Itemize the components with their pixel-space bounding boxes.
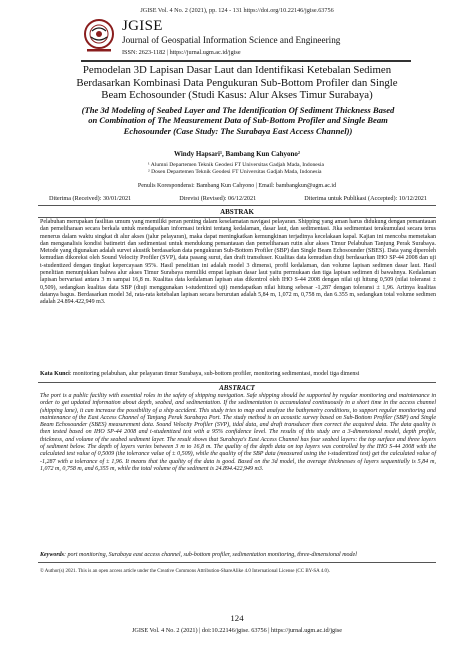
jgise-logo-icon — [83, 17, 115, 53]
abstract-heading: ABSTRACT — [219, 384, 255, 392]
abstract-rule-top — [38, 382, 436, 383]
abstract-body: The port is a public facility with essential roles in the safety of shipping navigation. Safe shipping should be supported by regular monitoring and maintenance in order to get updated information about depth, seabed, and sedimentation. If the sedimentation is accumulated continuously in a short time in the access channel (shipping lane), it can increase the possibility of a ship accident. This study tries to map and analyze the bathymetry conditions, to support regular monitoring and maintenance of the East Access Channel of Tanjung Perak Surabaya Port. The study method is an acoustic survey based on Sub-Bottom Profiler (SBP) and Single Beam Echosounder (SBES) measurement data. Sound Velocity Profiler (SVP), tidal data, and draft transducer then correct the acquired data. The data quality is then tested based on IHO SP-44 2008 and t-studentized test with a 95% confidence level. The results of this study are a 3-dimensional model, depth profile, thickness, and volume of the seabed sediment layer. The result shows that Surabaya's East Access Channel has four seabed layers: the top surface and three layers of sediment below. The depth of layers varies between 3 m to 16,8 m. The quality of the depth data on top layers was controlled by the IHO S-44 2008 with the calculated test value of 0,5009 (the tolerance value of ± 0,509), while the quality of the SBP data (measured using the t-studentized test) get the calculated value of -1,287 with a tolerance of ± 1,96. It means that the quality of the data is good. Based on the 3d model, the average thicknesses of layers sequentially is 5,84 m, 1,072 m, 0,758 m, and 6,355 m, while the total volume of the sediment is 24.894.422,949 m3. — [40, 393, 436, 472]
kata-kunci — [40, 371, 436, 378]
affiliation-1: ¹ Alumni Departemen Teknik Geodesi FT Universitas Gadjah Mada, Indonesia — [148, 162, 324, 168]
journal-issn: ISSN: 2623-1182 | https://jurnal.ugm.ac.id/jgise — [122, 49, 241, 56]
article-title-english: (The 3d Modeling of Seabed Layer and The Identification Of Sediment Thickness Based on Combination of The Measurement Data of Sub-Bottom Profiler and Single Beam Echosounder (Case Study: The Surabaya East Access Channel)) — [81, 105, 395, 136]
article-title-indonesian: Pemodelan 3D Lapisan Dasar Laut dan Identifikasi Ketebalan Sedimen Berdasarkan Kombinasi Data Pengukuran Sub-Bottom Profiler dan Single Beam Echosounder (Studi Kasus: Alur Akses Timur Surabaya) — [76, 64, 398, 102]
corresponding-author: Penulis Korespondensi: Bambang Kun Cahyono | Email: bambangkun@ugm.ac.id — [137, 183, 337, 189]
running-header: JGISE Vol. 4 No. 2 (2021), pp. 124 - 131 https://doi.org/10.22146/jgise.63756 — [140, 7, 334, 14]
abstrak-rule-top — [38, 205, 436, 206]
kata-kunci-label: Kata Kunci — [40, 371, 70, 377]
kata-kunci-text: : monitoring pelabuhan, alur pelayaran timur Surabaya, sub-bottom profiler, monitoring sedimentasi, model tiga dimensi — [69, 371, 360, 377]
abstrak-body: Pelabuhan merupakan fasilitas umum yang memiliki peran penting dalam keselamatan navigasi pelayaran. Shipping yang aman harus didukung dengan pemantauan dan pemeliharaan secara berkala untuk mendapatkan informasi terkini tentang kedalaman, dasar laut, dan sedimentasi. Jika sedimentasi terakumulasi secara terus menerus dalam waktu singkat di alur akses (jalur pelayaran), maka dapat meningkatkan kemungkinan terjadinya kecelakaan kapal. Kajian ini mencoba memetakan dan menganalisis kondisi batimetri dan sedimentasi untuk mendukung pemantauan dan pemeliharaan rutin alur akses Timur Pelabuhan Tanjung Perak Surabaya. Metode yang digunakan adalah survei akustik berdasarkan data pengukuran Sub-Bottom Profiler (SBP) dan Single Beam Echosounder (SBES). Data yang diperoleh kemudian dikoreksi oleh Sound Velocity Profiler (SVP), data pasang surut, dan draft transduser. Kualitas data kemudian diuji berdasarkan IHO SP-44 2008 dan uji t-studentized dengan tingkat kepercayaan 95%. Hasil penelitian ini adalah model 3 dimensi, profil kedalaman, dan volume lapisan sedimen dasar laut. Hasil penelitian menunjukkan bahwa alur akses Timur Surabaya memiliki empat lapisan dasar laut yaitu permukaan dan tiga lapisan sedimen di bawahnya. Kedalaman lapisan bervariasi antara 3 m sampai 16,8 m. Kualitas data kedalaman lapisan atas dikontrol oleh IHO S-44 2008 dengan nilai uji hitung 0,509 (nilai toleransi ± 0,509), sedangkan kualitas data SBP (diuji menggunakan t-studentized uji) mendapatkan nilai hitung sebesar -1,287 dengan toleransi ± 1,96. Artinya kualitas datanya bagus. Berdasarkan model 3d, rata-rata ketebalan lapisan secara berurutan adalah 5,84 m, 1,072 m, 0,758 m, dan 6.355 m, sedangkan total volume sedimen adalah 24.894.422,949 m3. — [40, 219, 436, 306]
date-revised: Direvisi (Revised): 06/12/2021 — [179, 195, 257, 202]
authors: Windy Hapsari¹, Bambang Kun Cahyono² — [173, 150, 301, 158]
affiliation-2: ² Dosen Departemen Teknik Geodesi FT Universitas Gadjah Mada, Indonesia — [148, 169, 322, 175]
page-number: 124 — [230, 613, 244, 623]
running-footer: JGISE Vol. 4 No. 2 (2021) | doi:10.22146/jgise. 63756 | https://jurnal.ugm.ac.id/jgise — [131, 627, 343, 634]
journal-full-name: Journal of Geospatial Information Science and Engineering — [122, 35, 341, 45]
keywords-text: : port monitoring, Surabaya east access channel, sub-bottom profiler, sedimentation monitoring, three-dimensional model — [64, 552, 357, 558]
date-received: Diterima (Received): 30/01/2021 — [49, 195, 132, 202]
keywords-label: Keywords — [40, 552, 64, 558]
journal-name: JGISE — [122, 18, 163, 34]
abstract-rule-bottom — [38, 562, 436, 563]
article-dates — [49, 195, 427, 202]
header-rule — [81, 60, 411, 62]
affiliations — [148, 162, 324, 176]
abstrak-heading: ABSTRAK — [220, 208, 254, 216]
abstrak-rule-mid — [38, 217, 436, 218]
date-accepted: Diterima untuk Publikasi (Accepted): 10/12/2021 — [304, 195, 427, 202]
keywords — [40, 552, 436, 559]
license-notice: © Author(s) 2021. This is an open access article under the Creative Commons Attribution-ShareAlike 4.0 International License (CC BY-SA 4.0). — [40, 569, 330, 574]
